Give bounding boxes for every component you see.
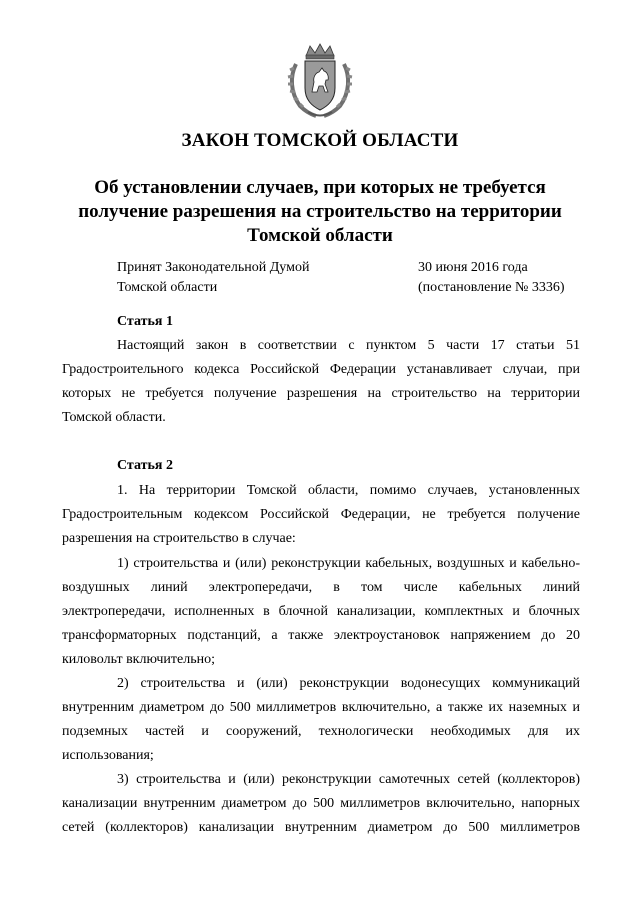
text-line: киловольт включительно; (62, 652, 216, 667)
article-2-item-2 (62, 672, 580, 768)
text-line: Настоящий закон в соответствии с пунктом 5 части 17 статьи 51 (117, 338, 580, 353)
text-line: Томской области. (62, 410, 166, 425)
article-2-title: Статья 2 (117, 458, 173, 473)
law-subject-line: получение разрешения на строительство на территории (78, 201, 562, 222)
tomsk-oblast-coat-of-arms-icon (286, 42, 354, 120)
text-line: электропередачи, исполненных в блочной канализации, комплектных и блочных (62, 604, 580, 619)
article-2-item-1 (62, 552, 580, 672)
article-1-title: Статья 1 (117, 314, 173, 329)
law-subject (60, 176, 580, 248)
adoption-date (418, 258, 598, 298)
text-line: подземных частей и сооружений, технологически необходимых для их (62, 724, 580, 739)
text-line: Градостроительным кодексом Российской Федерации, не требуется получение (62, 507, 580, 522)
adopted-by-line: Принят Законодательной Думой (117, 260, 310, 275)
text-line: трансформаторных подстанций, а также электроустановок напряжением до 20 (62, 628, 580, 643)
text-line: Градостроительного кодекса Российской Федерации устанавливает случаи, при (62, 362, 580, 377)
text-line: использования; (62, 748, 154, 763)
text-line: разрешения на строительство в случае: (62, 531, 296, 546)
text-line: 1) строительства и (или) реконструкции кабельных, воздушных и кабельно- (117, 556, 580, 571)
article-2-item-3 (62, 768, 580, 840)
text-line: которых не требуется получение разрешения на строительство на территории (62, 386, 580, 401)
text-line: 2) строительства и (или) реконструкции водонесущих коммуникаций (117, 676, 580, 691)
article-1-text (62, 334, 580, 430)
adopted-by (117, 258, 377, 298)
text-line: канализации внутренним диаметром до 500 миллиметров включительно, напорных (62, 796, 580, 811)
resolution-number: (постановление № 3336) (418, 280, 565, 295)
text-line: 1. На территории Томской области, помимо случаев, установленных (117, 483, 580, 498)
law-subject-line: Об установлении случаев, при которых не требуется (94, 177, 546, 198)
law-title: ЗАКОН ТОМСКОЙ ОБЛАСТИ (181, 130, 459, 151)
text-line: 3) строительства и (или) реконструкции самотечных сетей (коллекторов) (117, 772, 580, 787)
adoption-date-line: 30 июня 2016 года (418, 260, 528, 275)
text-line: внутренним диаметром до 500 миллиметров включительно, а также их наземных и (62, 700, 580, 715)
text-line: воздушных линий электропередачи, в том числе кабельных линий (62, 580, 580, 595)
article-2-paragraph-1 (62, 479, 580, 551)
text-line: сетей (коллекторов) канализации внутренним диаметром до 500 миллиметров (62, 820, 580, 835)
law-subject-line: Томской области (247, 225, 393, 246)
adopted-by-line: Томской области (117, 280, 218, 295)
